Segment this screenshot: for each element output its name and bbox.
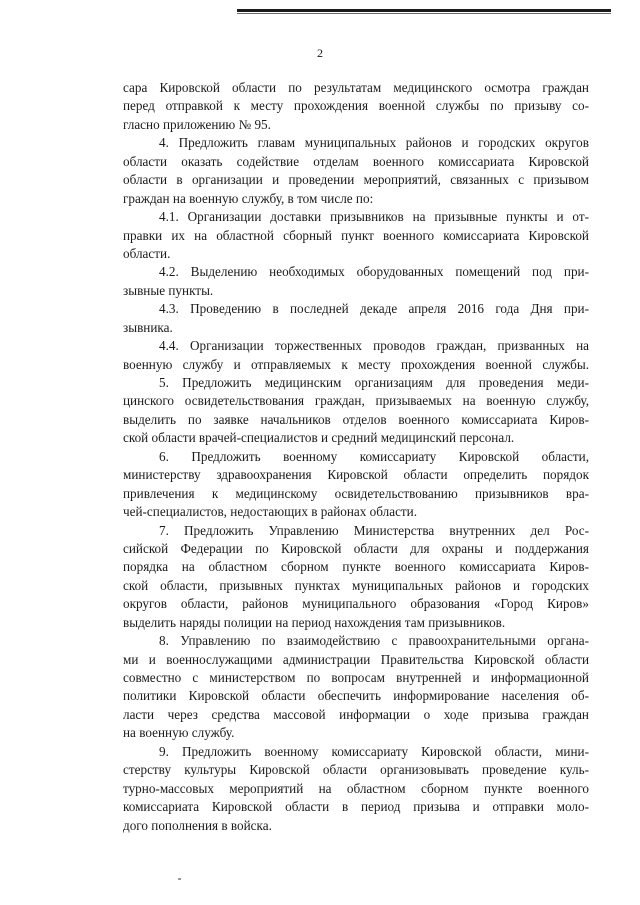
text-line: министерству здравоохранения Кировской области определить порядок [123, 467, 589, 483]
text-line: перед отправкой к месту прохождения военной службы по призыву со- [123, 98, 589, 114]
text-line: 9. Предложить военному комиссариату Кировской области, мини- [159, 743, 589, 759]
text-line: 4. Предложить главам муниципальных районов и городских округов [159, 135, 589, 151]
page-number: 2 [317, 46, 323, 60]
text-line: ской области врачей-специалистов и средний медицинский персонал. [123, 430, 515, 446]
text-line: правки их на областной сборный пункт военного комиссариата Кировской [123, 227, 589, 243]
scan-speck [178, 878, 181, 880]
text-line: дого пополнения в войска. [123, 817, 272, 833]
text-line: на военную службу. [123, 725, 235, 741]
text-line: ской области, призывных пунктах муниципальных районов и городских [123, 577, 589, 593]
text-line: области оказать содействие отделам военного комиссариата Кировской [123, 153, 589, 169]
text-line: цинского освидетельствования граждан, призываемых на военную службу, [123, 393, 589, 409]
text-line: политики Кировской области обеспечить информирование населения об- [123, 688, 589, 704]
text-line: округов области, районов муниципального образования «Город Киров» [123, 596, 589, 612]
text-line: ми и военнослужащими администрации Правительства Кировской области [123, 651, 589, 667]
text-line: чей-специалистов, недостающих в районах области. [123, 504, 418, 520]
text-line: 4.3. Проведению в последней декаде апреля 2016 года Дня при- [159, 301, 589, 317]
text-line: стерству культуры Кировской области организовывать проведение куль- [123, 762, 589, 778]
text-line: комиссариата Кировской области в период призыва и отправки моло- [123, 799, 589, 815]
text-line: зывника. [123, 319, 173, 335]
document-body [123, 79, 589, 835]
text-line: 4.4. Организации торжественных проводов граждан, призванных на [159, 338, 589, 354]
text-line: 4.2. Выделению необходимых оборудованных помещений под при- [159, 264, 589, 280]
text-line: привлечения к медицинскому освидетельствованию призывников вра- [123, 485, 589, 501]
text-line: зывные пункты. [123, 282, 214, 298]
text-line: порядка на областном сборном пункте военного комиссариата Киров- [123, 559, 589, 575]
text-line: 8. Управлению по взаимодействию с правоохранительными органа- [159, 633, 589, 649]
header-rule-thick [237, 9, 611, 12]
text-line: граждан на военную службу, в том числе по: [123, 190, 374, 206]
text-line: сара Кировской области по результатам медицинского осмотра граждан [123, 80, 589, 95]
text-line: военную службу и отправляемых к месту прохождения военной службы. [123, 356, 589, 372]
text-line: выделить по заявке начальников отделов военного комиссариата Киров- [123, 411, 589, 427]
text-line: выделить наряды полиции на период нахождения там призывников. [123, 614, 506, 630]
text-line: гласно приложению № 95. [123, 116, 271, 132]
text-line: 7. Предложить Управлению Министерства внутренних дел Рос- [159, 522, 589, 538]
text-line: сийской Федерации по Кировской области для охраны и поддержания [123, 540, 589, 556]
text-line: области. [123, 245, 171, 261]
text-line: 4.1. Организации доставки призывников на призывные пункты и от- [159, 209, 589, 225]
text-line: области в организации и проведении мероприятий, связанных с призывом [123, 172, 589, 188]
text-line: 5. Предложить медицинским организациям для проведения меди- [159, 375, 589, 390]
text-line: турно-массовых мероприятий на областном сборном пункте военного [123, 780, 589, 796]
text-line: 6. Предложить военному комиссариату Кировской области, [159, 448, 589, 464]
text-line: ласти через средства массовой информации о ходе призыва граждан [123, 706, 589, 722]
header-rule-thin [237, 13, 611, 14]
text-line: совместно с министерством по вопросам внутренней и информационной [123, 670, 589, 685]
